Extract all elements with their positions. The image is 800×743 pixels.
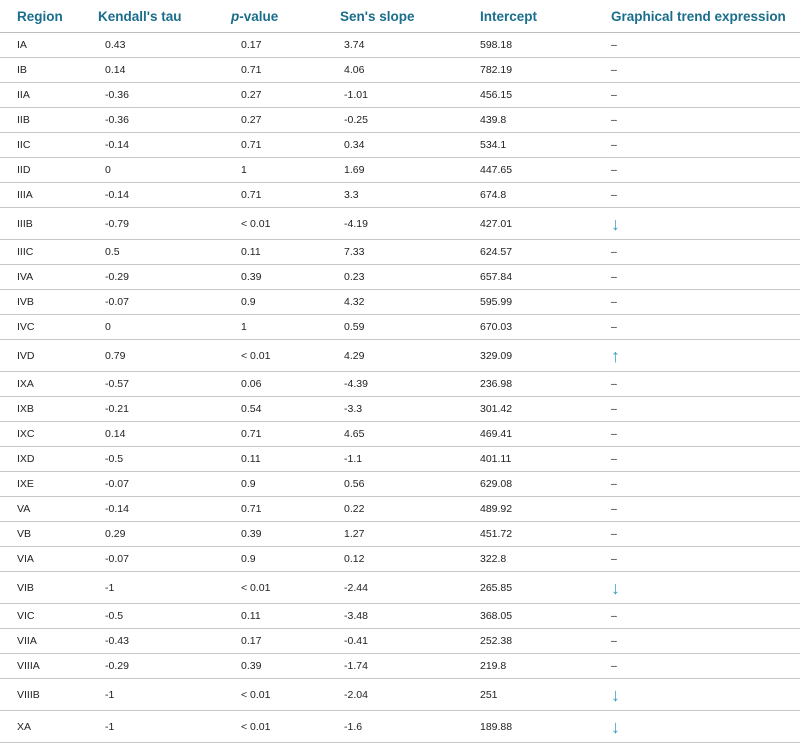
header-sens-slope: Sen's slope [340,8,415,24]
cell-trend [611,428,800,440]
cell-p-value: < 0.01 [241,581,271,594]
cell-kendalls-tau: 0 [105,321,111,333]
cell-p-value: 0.17 [241,635,262,647]
table-row [0,447,800,472]
cell-trend [611,321,800,333]
cell-region: IVD [17,349,35,362]
cell-sens-slope: -3.48 [344,610,368,622]
cell-region: IIIB [17,217,33,230]
table-row [0,604,800,629]
cell-trend [611,89,800,101]
arrow-down-icon: ↓ [611,577,620,598]
cell-sens-slope: 4.65 [344,428,365,440]
arrow-down-icon: ↓ [611,213,620,234]
no-trend-dash: – [611,403,617,415]
no-trend-dash: – [611,553,617,565]
cell-kendalls-tau: -0.57 [105,378,129,390]
table-row [0,397,800,422]
cell-intercept: 301.42 [480,403,513,415]
cell-trend [611,347,800,365]
cell-sens-slope: -4.19 [344,217,368,230]
cell-p-value: < 0.01 [241,720,271,733]
cell-p-value: 0.11 [241,246,261,258]
cell-p-value: 0.11 [241,610,261,622]
cell-kendalls-tau: -0.5 [105,453,124,465]
cell-trend [611,686,800,704]
cell-region: IXB [17,403,34,415]
cell-region: IXE [17,478,34,490]
cell-intercept: 534.1 [480,139,507,151]
cell-p-value: 1 [241,164,247,176]
cell-sens-slope: 3.3 [344,189,359,201]
cell-region: IVA [17,271,34,283]
cell-trend [611,189,800,201]
cell-trend [611,378,800,390]
cell-kendalls-tau: -0.14 [105,503,129,515]
no-trend-dash: – [611,453,617,465]
cell-sens-slope: -1.1 [344,453,363,465]
cell-p-value: 0.9 [241,553,256,565]
cell-region: VIIA [17,635,37,647]
table-row [0,158,800,183]
cell-trend [611,271,800,283]
table-row [0,83,800,108]
no-trend-dash: – [611,39,617,51]
cell-region: IIB [17,114,30,126]
cell-p-value: < 0.01 [241,349,271,362]
cell-intercept: 674.8 [480,189,507,201]
cell-kendalls-tau: -0.14 [105,189,129,201]
cell-p-value: 0.9 [241,478,256,490]
cell-kendalls-tau: -0.5 [105,610,124,622]
cell-sens-slope: -1.6 [344,720,363,733]
cell-kendalls-tau: 0.14 [105,428,126,440]
arrow-down-icon: ↓ [611,684,620,705]
no-trend-dash: – [611,378,617,390]
cell-trend [611,39,800,51]
cell-p-value: 0.54 [241,403,262,415]
cell-kendalls-tau: 0 [105,164,111,176]
cell-region: IA [17,39,27,51]
cell-kendalls-tau: -0.07 [105,553,129,565]
header-intercept: Intercept [480,8,538,24]
no-trend-dash: – [611,89,617,101]
cell-kendalls-tau: -0.07 [105,478,129,490]
cell-p-value: 0.71 [241,503,262,515]
cell-intercept: 657.84 [480,271,513,283]
cell-region: IID [17,164,31,176]
cell-kendalls-tau: -0.14 [105,139,129,151]
no-trend-dash: – [611,478,617,490]
cell-sens-slope: -2.04 [344,688,368,701]
cell-trend [611,579,800,597]
cell-region: IIIC [17,246,34,258]
cell-region: VIC [17,610,35,622]
cell-sens-slope: -3.3 [344,403,363,415]
cell-intercept: 670.03 [480,321,513,333]
no-trend-dash: – [611,321,617,333]
cell-intercept: 427.01 [480,217,513,230]
header-p-value [231,9,340,24]
cell-p-value: 0.27 [241,89,262,101]
table-row [0,547,800,572]
cell-p-value: 0.39 [241,660,262,672]
cell-intercept: 189.88 [480,720,513,733]
cell-kendalls-tau: -1 [105,688,115,701]
cell-kendalls-tau: -0.29 [105,271,129,283]
table-row [0,108,800,133]
cell-region: IIA [17,89,30,101]
header-p-italic: p [231,8,240,24]
cell-trend [611,164,800,176]
cell-kendalls-tau: 0.5 [105,246,120,258]
cell-kendalls-tau: 0.79 [105,349,126,362]
table-row [0,654,800,679]
cell-intercept: 329.09 [480,349,513,362]
cell-kendalls-tau: -0.36 [105,89,129,101]
no-trend-dash: – [611,660,617,672]
no-trend-dash: – [611,164,617,176]
table-row [0,290,800,315]
cell-trend [611,139,800,151]
table-row [0,422,800,447]
cell-region: IXC [17,428,35,440]
cell-intercept: 265.85 [480,581,513,594]
header-region: Region [17,8,63,24]
cell-p-value: 0.17 [241,39,262,51]
cell-intercept: 447.65 [480,164,513,176]
cell-trend [611,403,800,415]
cell-p-value: 0.06 [241,378,262,390]
cell-p-value: < 0.01 [241,688,271,701]
table-body [0,33,800,743]
cell-region: IVC [17,321,35,333]
cell-region: IVB [17,296,34,308]
table-row [0,315,800,340]
cell-region: VIIIB [17,688,40,701]
table-row [0,572,800,604]
cell-trend [611,114,800,126]
cell-sens-slope: 0.23 [344,271,365,283]
cell-intercept: 439.8 [480,114,507,126]
cell-kendalls-tau: 0.29 [105,528,126,540]
cell-trend [611,64,800,76]
cell-sens-slope: 1.27 [344,528,365,540]
cell-intercept: 451.72 [480,528,513,540]
cell-kendalls-tau: -0.36 [105,114,129,126]
cell-p-value: 0.71 [241,428,262,440]
cell-sens-slope: -1.74 [344,660,368,672]
table-row [0,679,800,711]
table-row [0,240,800,265]
cell-region: IB [17,64,27,76]
cell-p-value: 0.9 [241,296,256,308]
no-trend-dash: – [611,635,617,647]
cell-sens-slope: 0.12 [344,553,365,565]
header-kendalls-tau: Kendall's tau [98,8,182,24]
cell-sens-slope: 7.33 [344,246,365,258]
arrow-up-icon: ↑ [611,345,620,366]
cell-sens-slope: -0.25 [344,114,368,126]
header-trend-expression: Graphical trend expression [611,8,786,24]
cell-intercept: 251 [480,688,498,701]
no-trend-dash: – [611,64,617,76]
cell-trend [611,610,800,622]
cell-sens-slope: -0.41 [344,635,368,647]
table-row [0,629,800,654]
cell-kendalls-tau: -1 [105,720,115,733]
arrow-down-icon: ↓ [611,716,620,737]
cell-sens-slope: 4.29 [344,349,365,362]
cell-sens-slope: 0.59 [344,321,365,333]
cell-trend [611,215,800,233]
cell-trend [611,528,800,540]
cell-intercept: 598.18 [480,39,513,51]
no-trend-dash: – [611,610,617,622]
table-row [0,33,800,58]
no-trend-dash: – [611,296,617,308]
cell-trend [611,553,800,565]
cell-p-value: 1 [241,321,247,333]
cell-kendalls-tau: 0.43 [105,39,126,51]
cell-sens-slope: 3.74 [344,39,365,51]
cell-p-value: < 0.01 [241,217,271,230]
cell-trend [611,296,800,308]
cell-trend [611,478,800,490]
cell-p-value: 0.39 [241,528,262,540]
cell-intercept: 219.8 [480,660,507,672]
cell-region: VIB [17,581,34,594]
cell-sens-slope: 0.34 [344,139,365,151]
cell-intercept: 401.11 [480,453,512,465]
cell-intercept: 368.05 [480,610,513,622]
cell-kendalls-tau: -0.29 [105,660,129,672]
cell-p-value: 0.11 [241,453,261,465]
table-header [0,0,800,33]
cell-trend [611,503,800,515]
cell-intercept: 624.57 [480,246,513,258]
cell-region: XA [17,720,32,733]
cell-kendalls-tau: -1 [105,581,115,594]
cell-p-value: 0.71 [241,139,262,151]
cell-p-value: 0.71 [241,64,262,76]
cell-sens-slope: 0.56 [344,478,365,490]
cell-intercept: 782.19 [480,64,513,76]
cell-region: IIC [17,139,31,151]
cell-sens-slope: 0.22 [344,503,365,515]
table-row [0,183,800,208]
table-row [0,208,800,240]
cell-p-value: 0.71 [241,189,262,201]
cell-intercept: 595.99 [480,296,513,308]
no-trend-dash: – [611,503,617,515]
table-row [0,340,800,372]
cell-region: VIIIA [17,660,40,672]
cell-trend [611,246,800,258]
cell-sens-slope: 1.69 [344,164,365,176]
cell-intercept: 236.98 [480,378,513,390]
cell-trend [611,635,800,647]
no-trend-dash: – [611,114,617,126]
cell-trend [611,718,800,736]
no-trend-dash: – [611,428,617,440]
table-row [0,372,800,397]
cell-intercept: 489.92 [480,503,513,515]
cell-region: VA [17,503,31,515]
cell-trend [611,660,800,672]
cell-sens-slope: 4.06 [344,64,365,76]
cell-sens-slope: -1.01 [344,89,368,101]
no-trend-dash: – [611,246,617,258]
cell-region: VIA [17,553,34,565]
table-row [0,711,800,743]
table-row [0,522,800,547]
no-trend-dash: – [611,528,617,540]
no-trend-dash: – [611,139,617,151]
table-row [0,58,800,83]
no-trend-dash: – [611,271,617,283]
cell-trend [611,453,800,465]
cell-kendalls-tau: -0.43 [105,635,129,647]
cell-p-value: 0.27 [241,114,262,126]
cell-kendalls-tau: -0.79 [105,217,129,230]
cell-intercept: 456.15 [480,89,513,101]
table-row [0,497,800,522]
cell-sens-slope: -4.39 [344,378,368,390]
cell-sens-slope: 4.32 [344,296,365,308]
header-p-suffix: -value [239,8,279,24]
cell-region: VB [17,528,32,540]
cell-kendalls-tau: 0.14 [105,64,126,76]
cell-region: IXA [17,378,34,390]
cell-intercept: 629.08 [480,478,513,490]
cell-kendalls-tau: -0.21 [105,403,129,415]
no-trend-dash: – [611,189,617,201]
cell-intercept: 322.8 [480,553,507,565]
table-row [0,265,800,290]
cell-intercept: 469.41 [480,428,513,440]
cell-region: IIIA [17,189,33,201]
cell-sens-slope: -2.44 [344,581,368,594]
cell-intercept: 252.38 [480,635,513,647]
cell-region: IXD [17,453,35,465]
table-row [0,472,800,497]
table-row [0,133,800,158]
cell-kendalls-tau: -0.07 [105,296,129,308]
cell-p-value: 0.39 [241,271,262,283]
